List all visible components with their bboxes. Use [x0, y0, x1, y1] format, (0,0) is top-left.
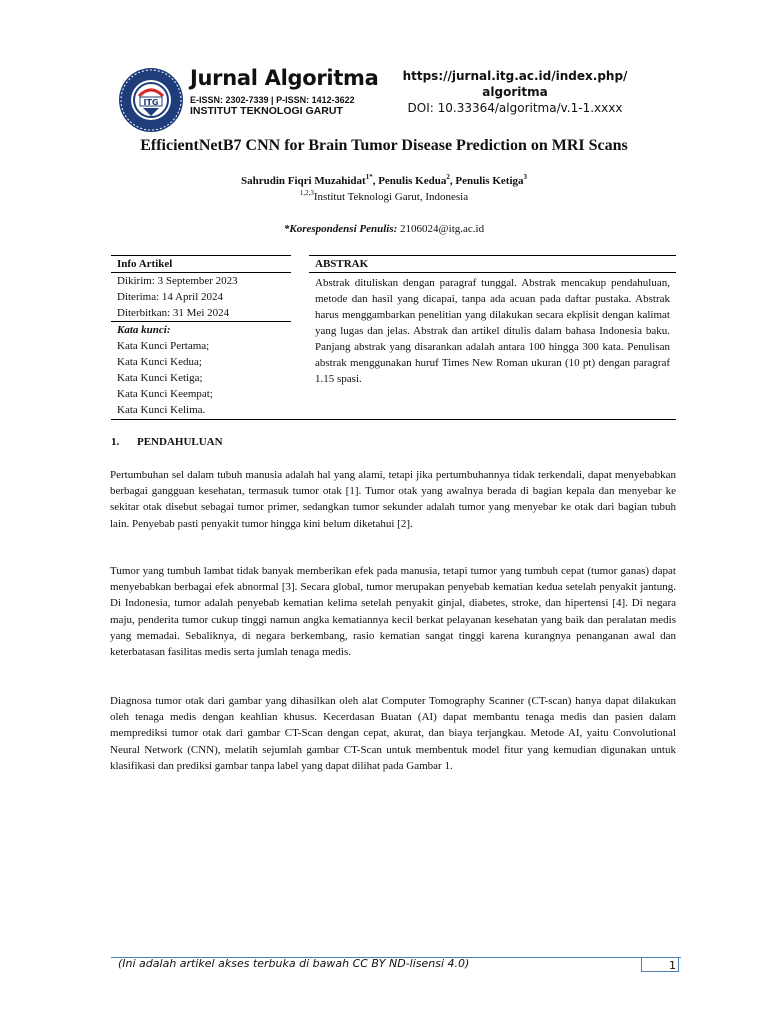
keyword-item: Kata Kunci Pertama;	[117, 340, 210, 352]
keyword-item: Kata Kunci Keempat;	[117, 388, 213, 400]
affiliation-text: Institut Teknologi Garut, Indonesia	[313, 191, 469, 203]
journal-url-line2[interactable]: algoritma	[482, 85, 548, 99]
keyword-item: Kata Kunci Kelima.	[117, 404, 206, 416]
abstract-header: ABSTRAK	[309, 255, 676, 273]
journal-url-block	[380, 68, 650, 116]
paper-title: EfficientNetB7 CNN for Brain Tumor Disease Prediction on MRI Scans	[140, 137, 628, 154]
institute-name: INSTITUT TEKNOLOGI GARUT	[190, 105, 343, 117]
abstract	[309, 255, 676, 387]
affiliation-sup: 1,2,3	[299, 189, 314, 197]
body-paragraph: Tumor yang tumbuh lambat tidak banyak memberikan efek pada manusia, tetapi tumor yang tumbuh cepat (tumor ganas) dapat menyebabkan berbagai efek abnormal [3]. Secara global, tumor merupakan penyebab kematian kedua setelah penyakit jantung. Di Indonesia, tumor adalah penyebab kematian kelima setelah penyakit ginjal, diabetes, stroke, dan hipertensi [4]. Di negara maju, penderita tumor cukup tinggi namun angka kematiannya kecil berkat pelayanan kesehatan yang baik dan peralatan medis yang memadai. Sebaliknya, di negara berkembang, rasio kematian sangat tinggi karena kurangnya penanganan awal dan keterbatasan fasilitas medis serta jumlah tenaga medis.	[110, 565, 676, 659]
body-paragraph: Diagnosa tumor otak dari gambar yang dihasilkan oleh alat Computer Tomography Scanner (CT-scan) hanya dapat dilakukan oleh tenaga medis dengan keahlian khusus. Kecerdasan Buatan (AI) dapat membantu tenaga medis dan pasien dalam memprediksi tumor otak dari gambar CT-Scan dengan cepat, akurat, dan biaya terjangkau. Metode AI, yaitu Convolutional Neural Network (CNN), melatih sejumlah gambar CT-Scan untuk membentuk model fitur yang kemudian digunakan untuk klasifikasi dan prediksi gambar tanpa label yang dapat dilihat pada Gambar 1.	[110, 695, 676, 772]
journal-url-line1[interactable]: https://jurnal.itg.ac.id/index.php/	[402, 69, 628, 83]
author-3-sup: 3	[523, 173, 527, 181]
section-title: PENDAHULUAN	[137, 436, 223, 448]
author-2: , Penulis Kedua	[372, 175, 447, 187]
author-list	[0, 175, 768, 187]
corresponding-author	[0, 223, 768, 235]
license-note: (Ini adalah artikel akses terbuka di bawah CC BY ND-lisensi 4.0)	[118, 957, 470, 970]
abstract-body: Abstrak dituliskan dengan paragraf tunggal. Abstrak mencakup pendahuluan, metode dan hasil yang dicapai, tanpa ada acuan pada daftar pustaka. Abstrak harus menggambarkan penelitian yang dilakukan secara ekplisit dengan kalimat yang lugas dan jelas. Abstrak dan artikel ditulis dalam bahasa Indonesia baku. Panjang abstrak yang disarankan adalah antara 100 hingga 300 kata. Penulisan abstrak menggunakan huruf Times New Roman ukuran (10 pt) dengan paragraf 1.15 spasi.	[315, 277, 670, 385]
author-1-sup: 1*	[365, 173, 373, 181]
keywords-label: Kata kunci:	[117, 324, 171, 336]
author-1: Sahrudin Fiqri Muzahidat	[241, 175, 366, 187]
page-number: 1	[641, 957, 679, 972]
date-published: Diterbitkan: 31 Mei 2024	[111, 305, 291, 322]
corr-label: *Korespondensi Penulis:	[283, 223, 398, 235]
corr-email[interactable]: 2106024@itg.ac.id	[397, 223, 485, 235]
author-3: , Penulis Ketiga	[449, 175, 524, 187]
section-heading	[111, 436, 223, 448]
logo-wordmark: ITG	[143, 98, 159, 107]
article-info	[111, 255, 291, 418]
date-accepted: Diterima: 14 April 2024	[117, 291, 224, 303]
issn-text: E-ISSN: 2302-7339 | P-ISSN: 1412-3622	[190, 95, 355, 105]
article-info-header: Info Artikel	[111, 255, 291, 273]
keyword-item: Kata Kunci Kedua;	[117, 356, 202, 368]
section-number: 1.	[111, 436, 120, 448]
date-submitted: Dikirim: 3 September 2023	[117, 275, 238, 287]
doi-text: DOI: 10.33364/algoritma/v.1-1.xxxx	[407, 101, 623, 115]
keyword-item: Kata Kunci Ketiga;	[117, 372, 203, 384]
section-divider	[111, 419, 676, 420]
body-paragraph: Pertumbuhan sel dalam tubuh manusia adalah hal yang alami, tetapi jika pertumbuhannya tidak terkendali, dapat menyebabkan berbagai gangguan kesehatan, termasuk tumor otak [1]. Tumor otak yang awalnya berada di bagian kepala dan menyebar ke sekitar otak disebut sebagai tumor primer, sedangkan tumor sekunder adalah tumor yang menyebar ke otak dari bagian tubuh lain. Penyebab pasti penyakit tumor hingga kini belum diketahui [2].	[110, 469, 676, 530]
author-2-sup: 2	[446, 173, 450, 181]
affiliation	[0, 191, 768, 203]
journal-logo	[117, 66, 185, 134]
journal-name: Jurnal Algoritma	[190, 66, 379, 90]
